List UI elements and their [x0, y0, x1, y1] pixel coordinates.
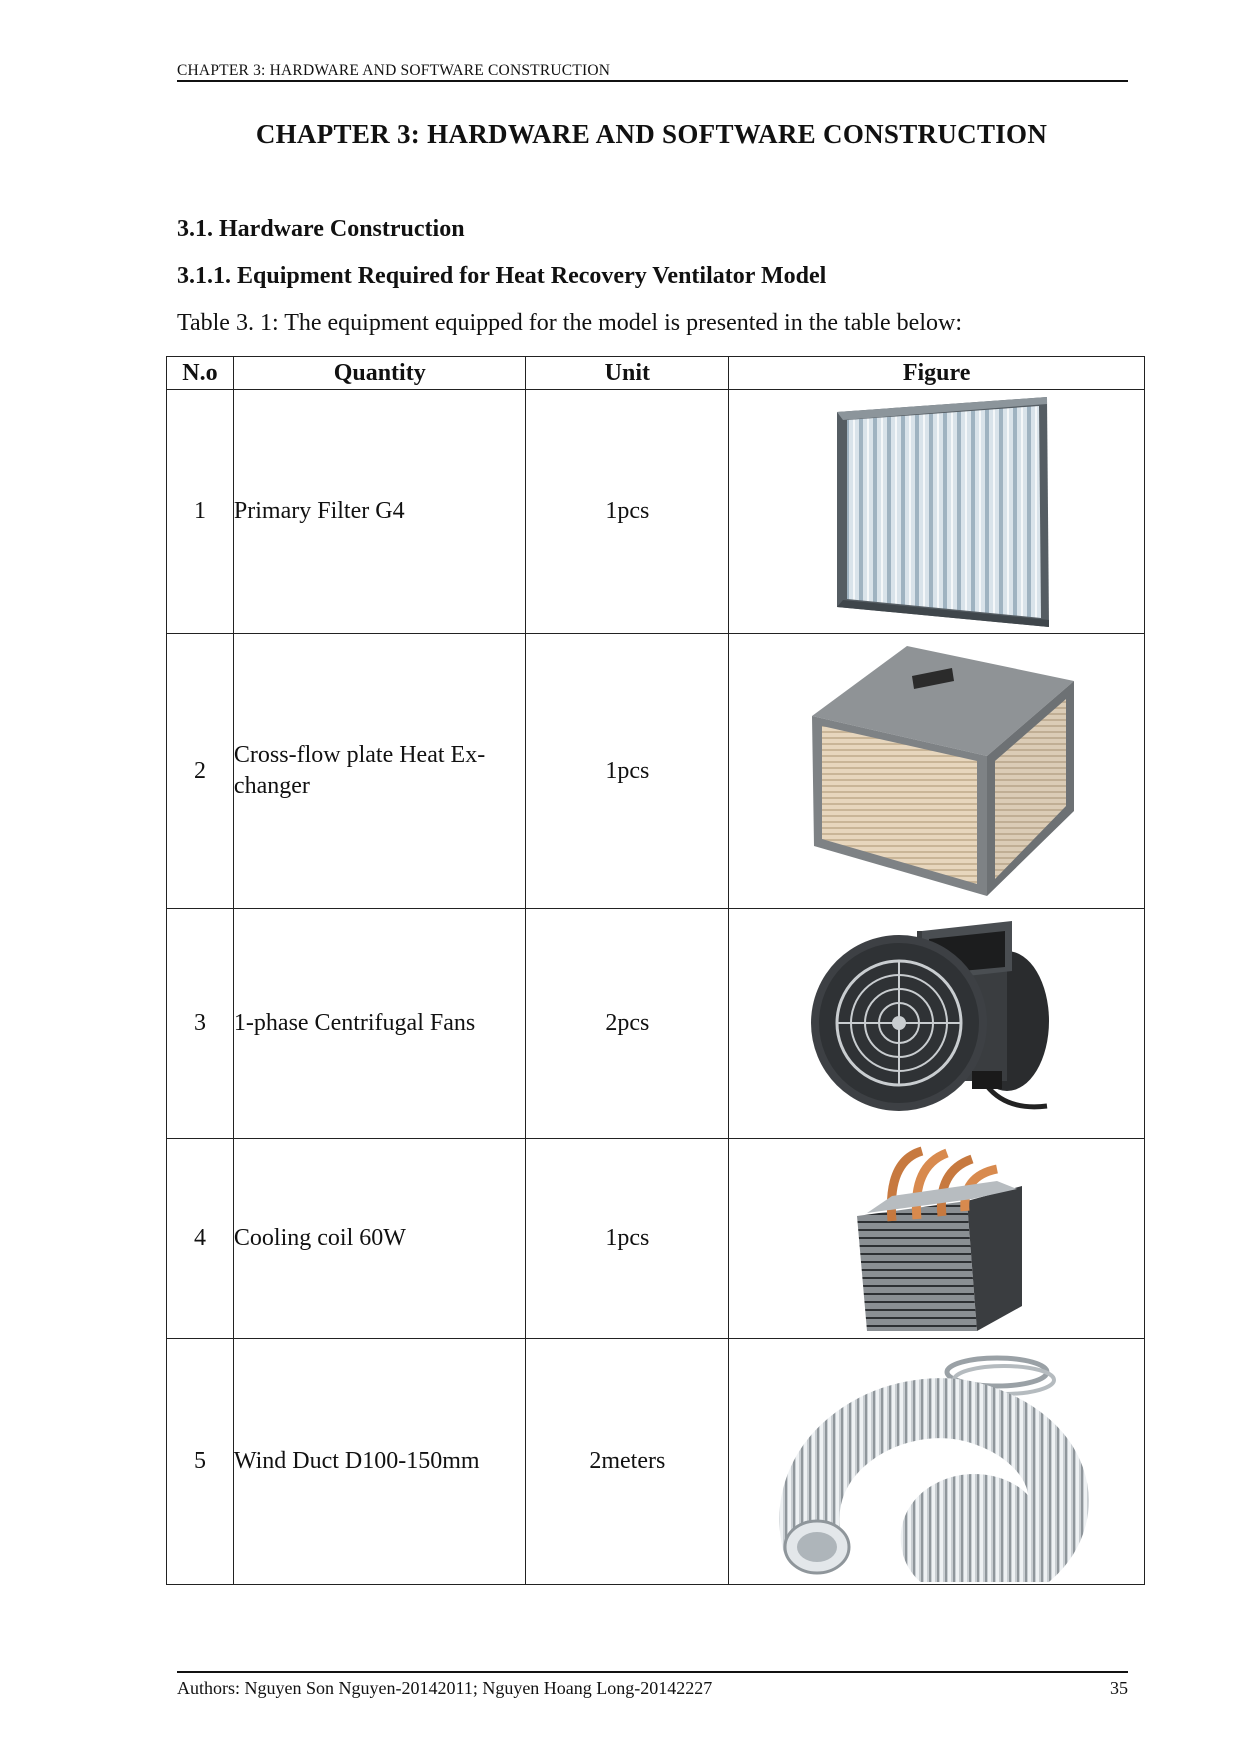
item-name: Cross-flow plate Heat Ex-changer: [233, 634, 526, 909]
table-row: [167, 1139, 1145, 1339]
item-name: Cooling coil 60W: [233, 1139, 526, 1339]
item-unit: 1pcs: [526, 390, 729, 634]
item-unit: 2meters: [526, 1339, 729, 1585]
section-heading: 3.1. Hardware Construction: [177, 216, 465, 242]
row-number: 5: [167, 1339, 234, 1585]
column-header-unit: Unit: [526, 357, 729, 390]
centrifugal-fan-image: [807, 911, 1067, 1136]
item-name: Primary Filter G4: [233, 390, 526, 634]
row-number: 3: [167, 909, 234, 1139]
row-number: 4: [167, 1139, 234, 1339]
heat-exchanger-image: [792, 641, 1082, 901]
item-name: 1-phase Centrifugal Fans: [233, 909, 526, 1139]
table-row: [167, 1339, 1145, 1585]
column-header-no: N.o: [167, 357, 234, 390]
item-unit: 2pcs: [526, 909, 729, 1139]
footer-rule: [177, 1671, 1128, 1673]
table-row: [167, 909, 1145, 1139]
column-header-figure: Figure: [729, 357, 1145, 390]
table-row: [167, 390, 1145, 634]
item-unit: 1pcs: [526, 1139, 729, 1339]
chapter-title: CHAPTER 3: HARDWARE AND SOFTWARE CONSTRUCTION: [255, 119, 1048, 149]
table-row: [167, 634, 1145, 909]
cooling-coil-image: [837, 1141, 1037, 1336]
column-header-quantity: Quantity: [233, 357, 526, 390]
item-name: Wind Duct D100-150mm: [233, 1339, 526, 1585]
header-rule: [177, 80, 1128, 82]
equipment-table: [166, 356, 1145, 1585]
page-number: 35: [1110, 1678, 1128, 1698]
table-caption: Table 3. 1: The equipment equipped for the model is presented in the table below:: [177, 310, 962, 336]
row-number: 2: [167, 634, 234, 909]
footer-authors: Authors: Nguyen Son Nguyen-20142011; Nguyen Hoang Long-20142227: [177, 1678, 713, 1698]
wind-duct-image: [772, 1342, 1102, 1582]
table-header-row: [167, 357, 1145, 390]
running-header: CHAPTER 3: HARDWARE AND SOFTWARE CONSTRUCTION: [177, 62, 611, 79]
air-filter-image: [817, 392, 1057, 632]
row-number: 1: [167, 390, 234, 634]
item-unit: 1pcs: [526, 634, 729, 909]
subsection-heading: 3.1.1. Equipment Required for Heat Recovery Ventilator Model: [177, 263, 827, 289]
